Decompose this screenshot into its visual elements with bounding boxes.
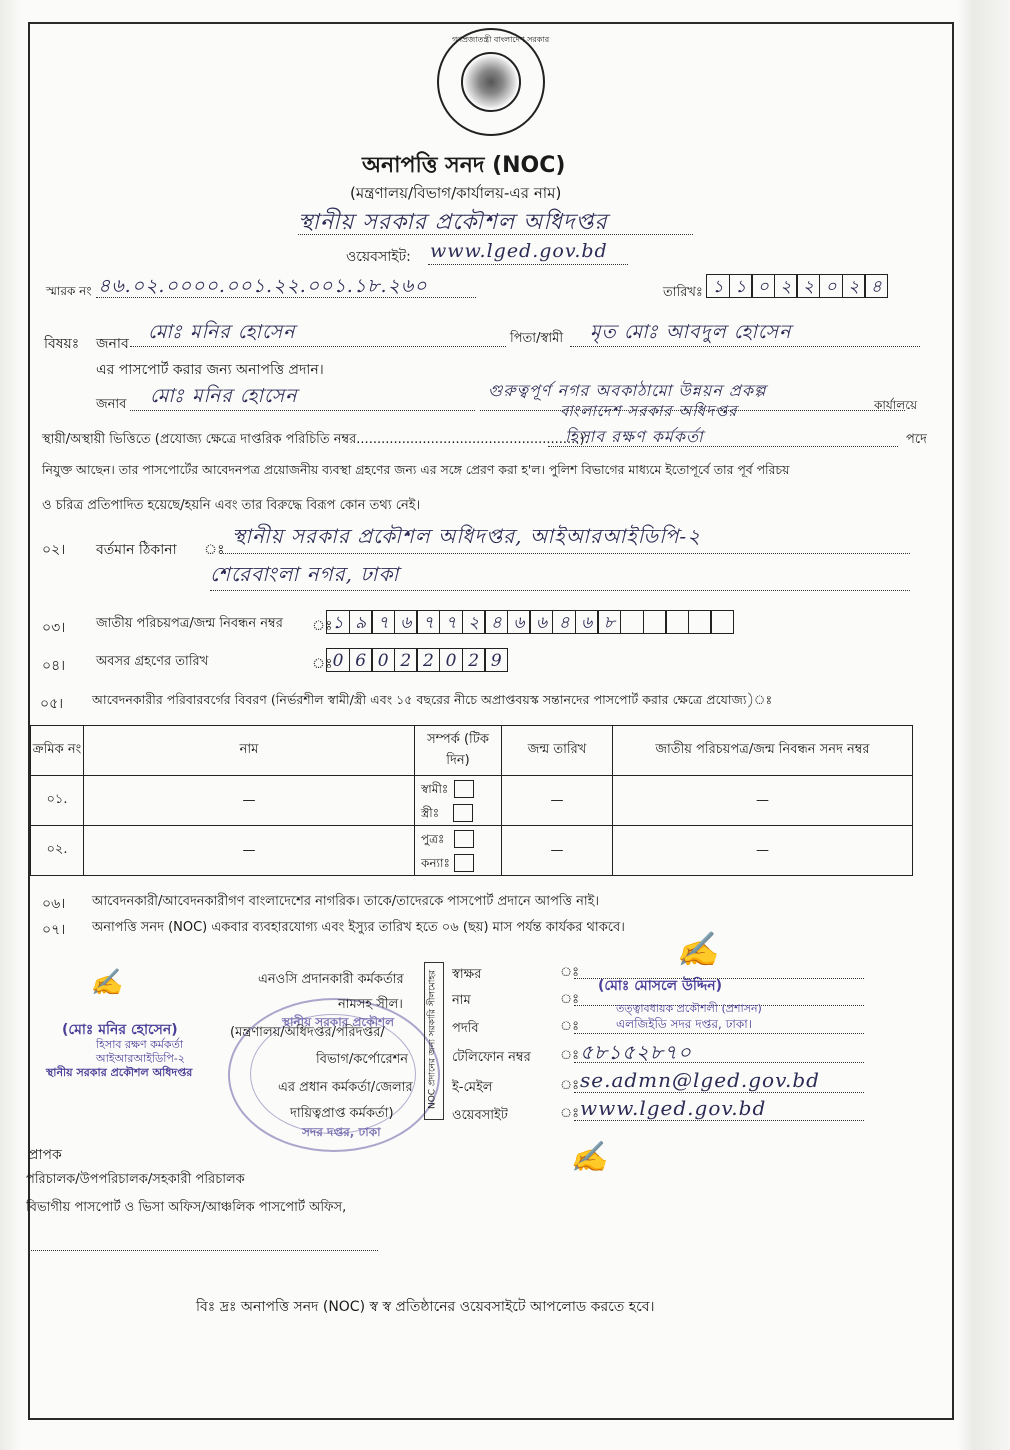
recipient-heading: প্রাপক	[28, 1147, 62, 1163]
left-stamp-name: (মোঃ মনির হোসেন)	[62, 1022, 178, 1038]
designation-label: পদবি	[452, 1021, 479, 1036]
recipient-dotted-line	[28, 1250, 378, 1251]
table-row	[31, 826, 913, 876]
note-07: অনাপত্তি সনদ (NOC) একবার ব্যবহারযোগ্য এবং ইস্যুর তারিখ হতে ০৬ (ছয়) মাস পর্যন্ত কার্যকর থাকবে।	[92, 920, 625, 935]
scan-left-edge	[0, 0, 22, 1450]
retire-digit-box: 6	[349, 648, 373, 672]
nid-digit-box	[665, 610, 689, 634]
email-colon: ঃ	[560, 1078, 580, 1093]
website-dotted-line	[428, 264, 628, 265]
memo-value: ৪৬.০২.০০০০.০০১.২২.০০১.১৮.২৬০	[98, 275, 428, 297]
nid-digit-box: ৮	[597, 610, 621, 634]
retire-digit-box: 0	[439, 648, 463, 672]
row1-nid: —	[613, 776, 913, 826]
retire-digit-box: 0	[371, 648, 395, 672]
family-table	[30, 725, 913, 876]
nid-digit-box: ৯	[349, 610, 373, 634]
retire-digit-box: 2	[416, 648, 440, 672]
name2-dotted-line	[130, 410, 475, 411]
office-dotted-line	[480, 410, 905, 411]
nid-digit-box: ৬	[529, 610, 553, 634]
father-dotted-line	[570, 346, 920, 347]
nid-digit-box: ১	[326, 610, 350, 634]
retire-colon: ঃ	[312, 656, 333, 672]
nid-digit-box: ৭	[439, 610, 463, 634]
item-07-number: ০৭।	[42, 922, 66, 938]
page-title: অনাপত্তি সনদ (NOC)	[362, 153, 566, 178]
nid-digit-box: ৭	[416, 610, 440, 634]
th-nid: জাতীয় পরিচয়পত্র/জন্ম নিবন্ধন সনদ নম্বর	[613, 726, 913, 776]
husband-checkbox[interactable]	[454, 780, 474, 798]
row2-relation	[415, 826, 502, 876]
date-label: তারিখঃ	[663, 285, 703, 300]
memo-dotted-line	[96, 297, 476, 298]
note-06: আবেদনকারী/আবেদনকারীগণ বাংলাদেশের নাগরিক। তাকে/তাদেরকে পাসপোর্ট প্রদানে আপত্তি নাই।	[92, 894, 600, 909]
initial-signature: ✍	[570, 1140, 609, 1175]
row2-serial: ০২.	[31, 826, 84, 876]
date-digit-box: ০	[819, 274, 843, 298]
date-digit-box: ১	[729, 274, 753, 298]
subject-label: বিষয়ঃ	[44, 336, 80, 352]
item-06-number: ০৬।	[42, 896, 66, 912]
designation-value: হিসাব রক্ষণ কর্মকর্তা	[565, 427, 704, 446]
mr-label: জনাব	[96, 336, 129, 352]
left-stamp-title: হিসাব রক্ষণ কর্মকর্তা	[96, 1038, 184, 1051]
row1-serial: ০১.	[31, 776, 84, 826]
name-dotted-line	[130, 346, 506, 347]
th-serial: ক্রমিক নং	[31, 726, 84, 776]
issuer-signature: ✍	[676, 930, 720, 970]
issuer-office: এলজিইডি সদর দপ্তর, ঢাকা।	[616, 1017, 753, 1031]
website-dotted-line-issuer	[574, 1120, 864, 1121]
issuer-phone: ৫৮১৫২৮৭০	[580, 1040, 692, 1064]
round-stamp-bottom: সদর দপ্তর, ঢাকা	[302, 1125, 381, 1139]
date-digit-box: ১	[706, 274, 730, 298]
address-line1: স্থানীয় সরকার প্রকৌশল অধিদপ্তর, আইআরআইডিপি-২	[232, 524, 702, 548]
office-label: কার্যালয়ে	[874, 398, 918, 412]
rel-son-label: পুত্রঃ	[421, 831, 445, 846]
sign-colon: ঃ	[560, 965, 580, 980]
left-stamp-dept: স্থানীয় সরকার প্রকৌশল অধিদপ্তর	[46, 1066, 193, 1079]
issuer-name: (মোঃ মোসলে উদ্দিন)	[598, 978, 722, 994]
retire-digit-box: 2	[394, 648, 418, 672]
nid-boxes	[326, 610, 733, 634]
retire-label: অবসর গ্রহণের তারিখ	[96, 654, 209, 669]
item-02-number: ০২।	[42, 542, 66, 558]
ministry-value: স্থানীয় সরকার প্রকৌশল অধিদপ্তর	[298, 210, 608, 235]
left-stamp-project: আইআরআইডিপি-২	[96, 1052, 185, 1065]
line4-text: নিযুক্ত আছেন। তার পাসপোর্টের আবেদনপত্র প্রয়োজনীয় ব্যবস্থা গ্রহণের জন্য এর সঙ্গে প্রেরণ করা হ'ল। পুলিশ বিভাগের মাধ্যমে ইতোপূর্বে তার পূর্ব পরিচয়	[42, 462, 790, 477]
address-line2: শেরেবাংলা নগর, ঢাকা	[210, 562, 400, 586]
retire-boxes	[326, 648, 507, 672]
website-colon: ঃ	[560, 1106, 580, 1121]
rel-daughter-label: কন্যাঃ	[421, 855, 450, 870]
date-digit-box: ২	[796, 274, 820, 298]
nid-colon: ঃ	[312, 618, 333, 634]
issuer-line5: এর প্রধান কর্মকর্তা/জেলার	[278, 1080, 413, 1095]
th-relation: সম্পর্ক (টিক দিন)	[415, 726, 502, 776]
vertical-stamp-text: NOC প্রদানের জন্য সরকারি সীলমোহর	[427, 969, 438, 1110]
purpose-text: এর পাসপোর্ট করার জন্য অনাপত্তি প্রদান।	[96, 362, 324, 378]
nid-digit-box: ৬	[394, 610, 418, 634]
left-signature: ✍	[90, 968, 124, 998]
nid-digit-box: ৪	[552, 610, 576, 634]
office-value-2: বাংলাদেশ সরকার অধিদপ্তর	[560, 402, 738, 420]
designation-dotted-line	[548, 446, 898, 447]
scan-right-edge	[958, 0, 1010, 1450]
memo-label: স্মারক নং	[46, 284, 92, 298]
phone-colon: ঃ	[560, 1048, 580, 1063]
row2-dob: —	[502, 826, 613, 876]
applicant-name-2: মোঃ মনির হোসেন	[150, 385, 298, 407]
website-value: www.lged.gov.bd	[430, 240, 608, 262]
recipient-line1: পরিচালক/উপপরিচালক/সহকারী পরিচালক	[26, 1172, 245, 1187]
date-digit-box: ২	[842, 274, 866, 298]
nid-digit-box	[620, 610, 644, 634]
seal-emblem-icon	[461, 52, 521, 112]
rel-husband-label: স্বামীঃ	[421, 781, 449, 796]
nid-digit-box	[710, 610, 734, 634]
line3-text: স্থায়ী/অস্থায়ী ভিত্তিতে (প্রযোজ্য ক্ষেত্রে দাপ্তরিক পরিচিতি নম্বর......................................................).	[42, 432, 589, 447]
rel-wife-label: স্ত্রীঃ	[421, 805, 440, 820]
nid-digit-box: ৬	[507, 610, 531, 634]
line5-text: ও চরিত্র প্রতিপাদিত হয়েছে/হয়নি এবং তার বিরুদ্ধে বিরূপ কোন তথ্য নেই।	[42, 498, 421, 513]
office-value: গুরুত্বপূর্ণ নগর অবকাঠামো উন্নয়ন প্রকল্প	[488, 381, 767, 400]
row1-name: —	[84, 776, 415, 826]
item-05-number: ০৫।	[40, 696, 64, 712]
issuer-website: www.lged.gov.bd	[580, 1096, 767, 1120]
nid-digit-box: ২	[462, 610, 486, 634]
issuer-line3: (মন্ত্রণালয়/অধিদপ্তর/পরিদপ্তর/	[230, 1025, 385, 1040]
nid-digit-box	[643, 610, 667, 634]
table-row	[31, 776, 913, 826]
issuer-line2: নামসহ সীল।	[338, 997, 403, 1012]
address-dotted-line1	[220, 553, 910, 554]
name-label: নাম	[452, 993, 471, 1008]
issuer-line4: বিভাগ/কর্পোরেশন	[316, 1052, 409, 1067]
father-label: পিতা/স্বামী	[510, 331, 564, 346]
address-label: বর্তমান ঠিকানা	[96, 542, 177, 558]
round-stamp-top: স্থানীয় সরকার প্রকৌশল	[282, 1015, 395, 1029]
row1-dob: —	[502, 776, 613, 826]
post-label: পদে	[906, 432, 927, 447]
family-label: আবেদনকারীর পরিবারবর্গের বিবরণ (নির্ভরশীল স্বামী/স্ত্রী এবং ১৫ বছরের নীচে অপ্রাপ্তবয়স্ক সন্তানদের পাসপোর্ট করার ক্ষেত্রে প্রযোজ্য)ঃ	[92, 692, 773, 707]
issuer-designation: তত্ত্বাবধায়ক প্রকৌশলী (প্রশাসন)	[616, 1002, 762, 1015]
website-label: ওয়েবসাইট:	[346, 249, 411, 265]
issuer-line1: এনওসি প্রদানকারী কর্মকর্তার	[258, 972, 404, 987]
row1-relation	[415, 776, 502, 826]
nid-digit-box: ৪	[484, 610, 508, 634]
name-colon: ঃ	[560, 992, 580, 1007]
daughter-checkbox[interactable]	[454, 854, 474, 872]
row2-name: —	[84, 826, 415, 876]
date-digit-box: ০	[751, 274, 775, 298]
item-03-number: ০৩।	[42, 620, 66, 636]
son-checkbox[interactable]	[454, 830, 474, 848]
email-label: ই-মেইল	[452, 1080, 493, 1095]
issuer-website-label: ওয়েবসাইট	[452, 1108, 508, 1123]
nid-digit-box: ৬	[575, 610, 599, 634]
address-dotted-line2	[210, 590, 910, 591]
item-04-number: ০৪।	[42, 658, 66, 674]
nid-digit-box: ৭	[371, 610, 395, 634]
issuer-line6: দায়িত্বপ্রাপ্ত কর্মকর্তা)	[290, 1106, 394, 1121]
th-name: নাম	[84, 726, 415, 776]
ministry-dotted-line	[298, 234, 693, 235]
date-digit-box: ২	[774, 274, 798, 298]
seal-text: গণপ্রজাতন্ত্রী বাংলাদেশ সরকার	[452, 35, 550, 44]
date-digit-box: ৪	[864, 274, 888, 298]
ministry-label: (মন্ত্রণালয়/বিভাগ/কার্যালয়-এর নাম)	[350, 184, 562, 202]
date-boxes	[706, 274, 887, 298]
recipient-line2: বিভাগীয় পাসপোর্ট ও ভিসা অফিস/আঞ্চলিক পাসপোর্ট অফিস,	[26, 1200, 347, 1215]
designation-colon: ঃ	[560, 1019, 580, 1034]
th-dob: জন্ম তারিখ	[502, 726, 613, 776]
nid-digit-box	[688, 610, 712, 634]
address-colon: ঃ	[204, 542, 225, 558]
nid-label: জাতীয় পরিচয়পত্র/জন্ম নিবন্ধন নম্বর	[96, 616, 283, 631]
footer-note: বিঃ দ্রঃ অনাপত্তি সনদ (NOC) স্ব স্ব প্রতিষ্ঠানের ওয়েবসাইটে আপলোড করতে হবে।	[196, 1299, 655, 1315]
father-name: মৃত মোঃ আবদুল হোসেন	[590, 321, 792, 343]
sign-label: স্বাক্ষর	[452, 967, 482, 982]
retire-digit-box: 9	[484, 648, 508, 672]
issuer-email: se.admn@lged.gov.bd	[580, 1068, 820, 1092]
retire-digit-box: 2	[462, 648, 486, 672]
email-dotted-line	[574, 1092, 864, 1093]
row2-nid: —	[613, 826, 913, 876]
retire-digit-box: 0	[326, 648, 350, 672]
wife-checkbox[interactable]	[453, 804, 473, 822]
mr-label-2: জনাব	[96, 397, 127, 412]
phone-label: টেলিফোন নম্বর	[452, 1050, 531, 1065]
applicant-name: মোঃ মনির হোসেন	[148, 321, 296, 343]
